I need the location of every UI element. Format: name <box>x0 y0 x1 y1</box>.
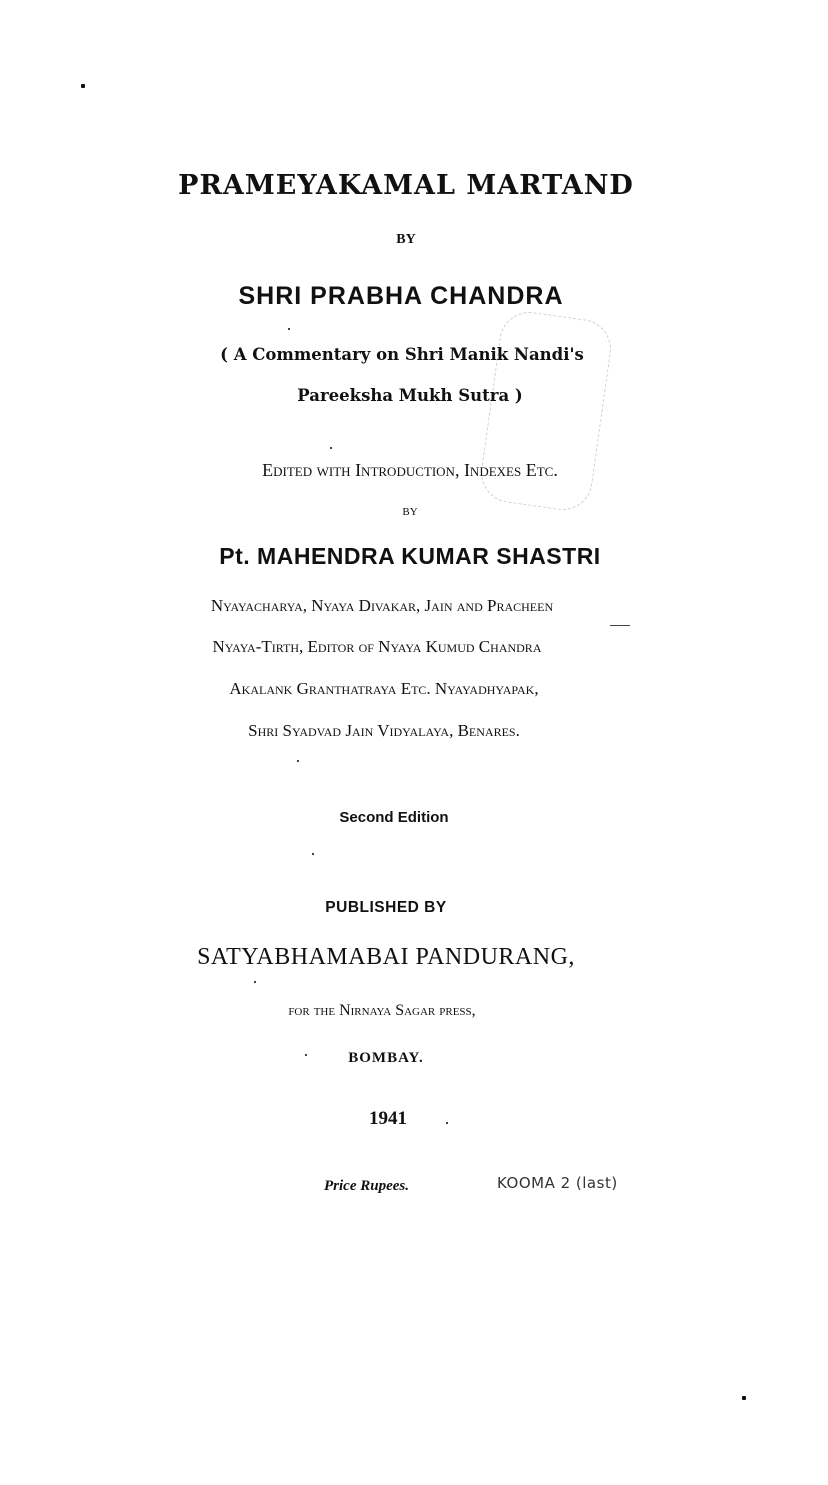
page-corner-dot-top <box>81 84 85 88</box>
press-name: for the Nirnaya Sagar press, <box>288 1002 476 1019</box>
by-label: BY <box>396 232 416 247</box>
page-corner-dot-bottom <box>742 1396 746 1400</box>
by-label-2: BY <box>402 506 418 518</box>
edition-label: Second Edition <box>339 809 449 826</box>
city-name: BOMBAY. <box>348 1050 424 1066</box>
speck <box>297 760 299 762</box>
handwritten-annotation <box>477 308 615 514</box>
published-by-label: PUBLISHED BY <box>325 899 447 916</box>
speck <box>254 981 256 983</box>
editor-name: Pt. MAHENDRA KUMAR SHASTRI <box>219 543 601 569</box>
speck <box>330 447 332 449</box>
speck <box>446 1122 448 1124</box>
author-name: SHRI PRABHA CHANDRA <box>238 282 564 310</box>
price-line: Price Rupees. <box>324 1178 409 1194</box>
book-title: PRAMEYAKAMAL MARTAND <box>178 170 634 201</box>
qualification-line: Akalank Granthatraya Etc. Nyayadhyapak, <box>229 679 539 698</box>
publication-year: 1941 <box>369 1108 407 1129</box>
qualification-line: Nyayacharya, Nyaya Divakar, Jain and Pracheen <box>210 596 554 615</box>
speck <box>305 1054 307 1056</box>
qualification-line: Shri Syadvad Jain Vidyalaya, Benares. <box>248 721 520 740</box>
commentary-line-2: Pareeksha Mukh Sutra ) <box>297 386 523 405</box>
library-stamp: KOOMA 2 (last) <box>497 1174 618 1192</box>
speck <box>288 328 290 330</box>
publisher-name: SATYABHAMABAI PANDURANG, <box>197 944 575 970</box>
speck <box>312 853 314 855</box>
commentary-line-1: ( A Commentary on Shri Manik Nandi's <box>220 345 584 364</box>
speck <box>610 625 630 626</box>
edited-with-line: Edited with Introduction, Indexes Etc. <box>262 460 558 480</box>
qualification-line: Nyaya-Tirth, Editor of Nyaya Kumud Chandra <box>212 637 542 656</box>
